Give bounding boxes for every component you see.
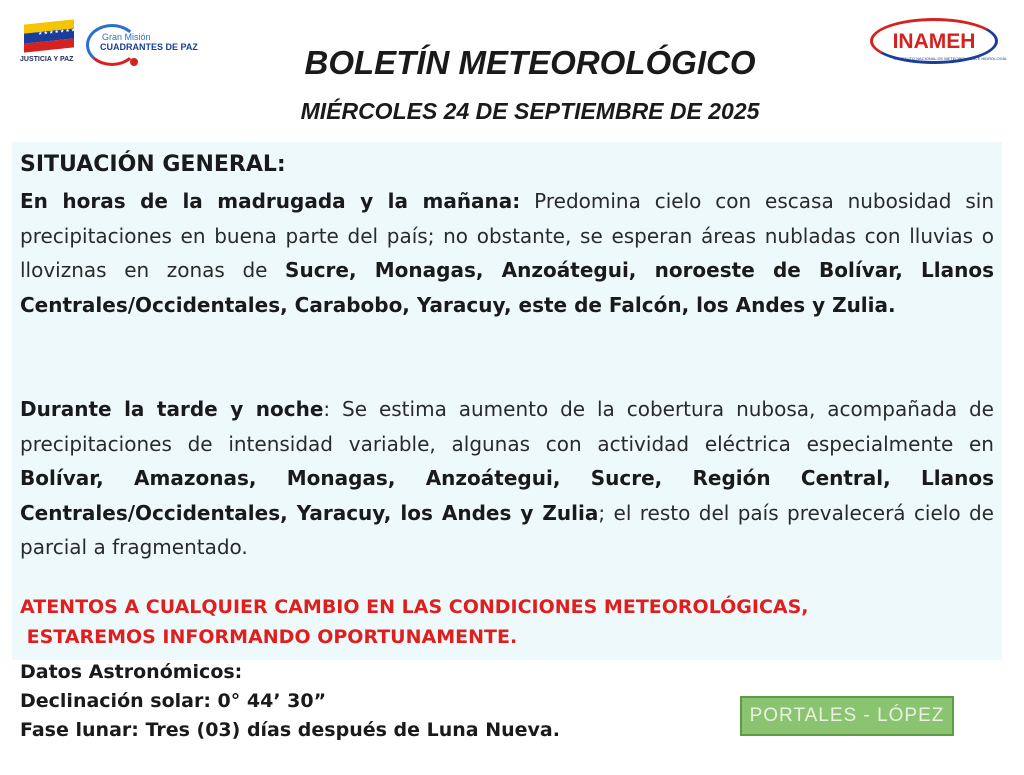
afternoon-label: Durante la tarde y noche bbox=[20, 397, 324, 421]
solar-declination: Declinación solar: 0° 44’ 30” bbox=[20, 690, 327, 712]
justicia-y-paz-caption: JUSTICIA Y PAZ bbox=[20, 56, 74, 63]
mision-line1: Gran Misión bbox=[102, 32, 151, 42]
afternoon-text: : Se estima aumento de la cobertura nubosa, acompañada de precipitaciones de intensidad variable, algunas con actividad eléctrica especialmente en bbox=[20, 397, 994, 456]
morning-label: En horas de la madrugada y la mañana: bbox=[20, 189, 521, 213]
afternoon-regions: Bolívar, Amazonas, Monagas, Anzoátegui, Sucre, Región Central, Llanos Centrales/Occidentales, Yaracuy, los Andes y Zulia bbox=[20, 466, 994, 525]
morning-forecast bbox=[20, 184, 994, 322]
alert-line2: ESTAREMOS INFORMANDO OPORTUNAMENTE. bbox=[20, 626, 518, 648]
alert-message bbox=[20, 592, 809, 652]
afternoon-tail: ; el resto del país prevalecerá cielo de parcial a fragmentado. bbox=[20, 500, 994, 559]
section-title: SITUACIÓN GENERAL: bbox=[20, 152, 286, 177]
bulletin-title: BOLETÍN METEOROLÓGICO bbox=[304, 44, 756, 81]
morning-regions: Sucre, Monagas, Anzoátegui, noroeste de Bolívar, Llanos Centrales/Occidentales, Carabobo, Yaracuy, este de Falcón, los Andes y Zulia. bbox=[20, 258, 994, 317]
moon-phase: Fase lunar: Tres (03) días después de Luna Nueva. bbox=[20, 719, 560, 741]
morning-text: Predomina cielo con escasa nubosidad sin precipitaciones en buena parte del país; no obstante, se esperan áreas nubladas con lluvias o lloviznas en zonas de bbox=[20, 189, 994, 282]
astro-title: Datos Astronómicos: bbox=[20, 661, 243, 683]
flag-icon: ★★★★★★★★ bbox=[24, 19, 74, 52]
header bbox=[0, 0, 1024, 140]
general-situation-panel bbox=[12, 142, 1002, 660]
alert-line1: ATENTOS A CUALQUIER CAMBIO EN LAS CONDICIONES METEOROLÓGICAS, bbox=[20, 596, 809, 618]
astronomical-data bbox=[20, 658, 560, 745]
mision-line2: CUADRANTES DE PAZ bbox=[100, 42, 198, 52]
afternoon-forecast bbox=[20, 392, 994, 565]
bulletin-date: MIÉRCOLES 24 DE SEPTIEMBRE DE 2025 bbox=[300, 98, 760, 124]
inameh-subtitle: INSTITUTO NACIONAL DE METEOROLOGÍA E HIDROLOGÍA bbox=[894, 56, 1007, 61]
portales-lopez-badge: PORTALES - LÓPEZ bbox=[740, 696, 954, 736]
inameh-wordmark: INAMEH bbox=[892, 30, 976, 53]
